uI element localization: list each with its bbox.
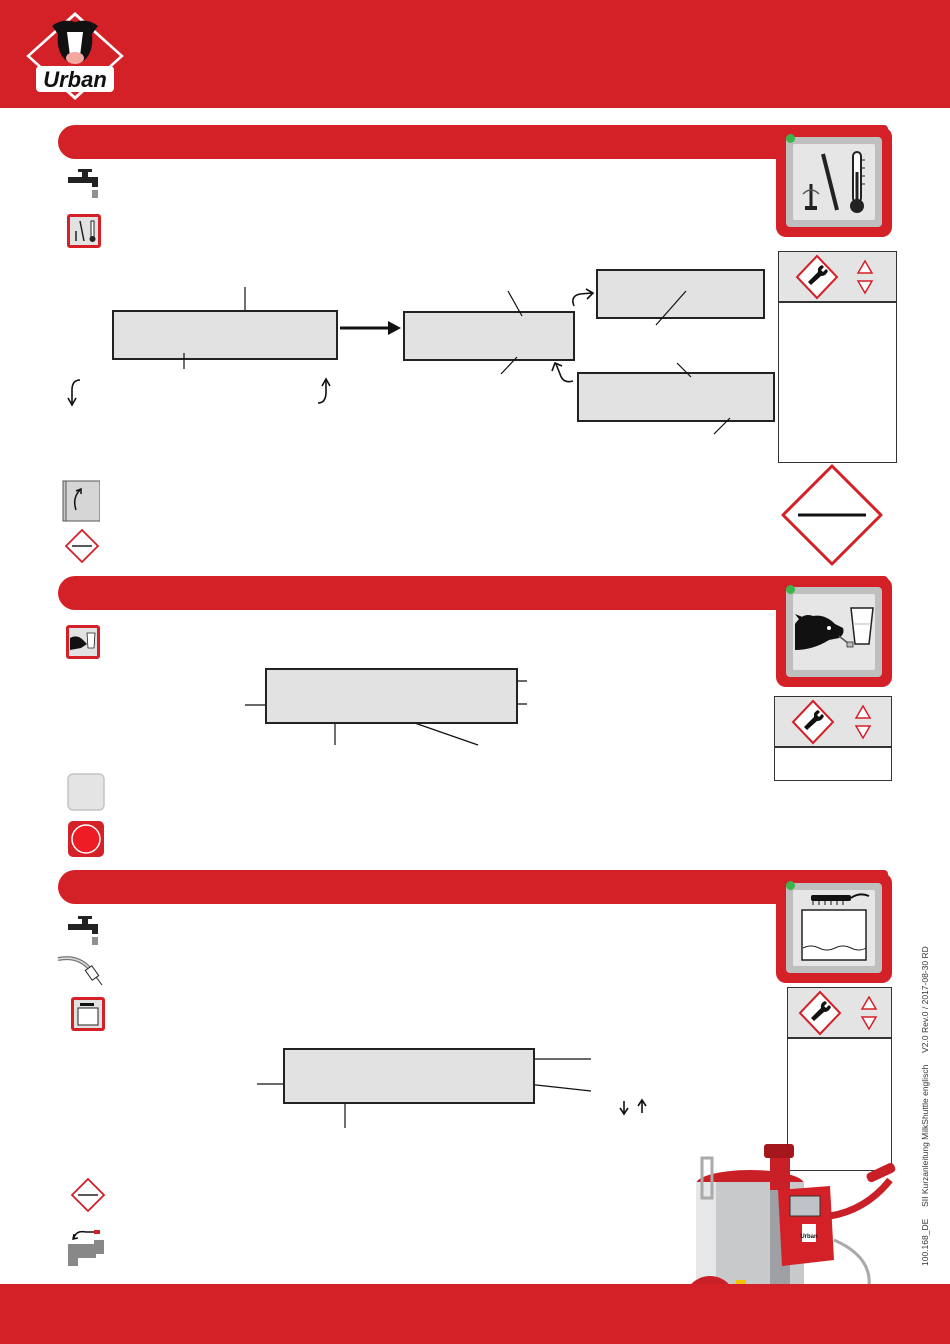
- status-led: [786, 881, 795, 890]
- triangle-down-icon[interactable]: [858, 281, 872, 293]
- stop-key-icon[interactable]: [64, 528, 100, 564]
- water-tap-icon: [66, 912, 102, 948]
- manual-icon: [62, 480, 100, 524]
- feeding-mode-tile[interactable]: [776, 577, 892, 687]
- doc-revision: V2.0 Rev.0 / 2017-08-30 RD: [920, 946, 930, 1053]
- footer-bar: [0, 1284, 950, 1344]
- tank-brush-icon: [793, 890, 875, 966]
- feeding-key-icon[interactable]: [65, 624, 101, 660]
- gray-key-icon[interactable]: [67, 773, 105, 811]
- svg-text:Urban: Urban: [43, 67, 107, 92]
- doc-id: 100.168_DE SII Kurzanleitung MilkShuttle englisch V2.0 Rev.0 / 2017-08-30 RD: [920, 946, 930, 1266]
- wrench-key-icon[interactable]: [800, 992, 840, 1034]
- status-led: [786, 585, 795, 594]
- wrench-key-icon[interactable]: [797, 256, 837, 298]
- triangle-down-icon[interactable]: [862, 1017, 876, 1029]
- stop-key-large-icon[interactable]: [780, 463, 884, 567]
- lcd-display-6: [283, 1048, 535, 1104]
- red-key-icon[interactable]: [67, 820, 105, 858]
- drain-tap-icon: [66, 1228, 110, 1268]
- lcd-display-5: [265, 668, 518, 724]
- key-legend-panel-1: [778, 251, 897, 463]
- triangle-up-icon[interactable]: [858, 261, 872, 273]
- section-feeding-bar: [58, 576, 888, 610]
- hose-nozzle-icon: [56, 953, 106, 987]
- stop-key-icon[interactable]: [70, 1177, 106, 1213]
- svg-text:Urban: Urban: [800, 1234, 818, 1240]
- cleaning-mode-tile[interactable]: [776, 873, 892, 983]
- triangle-down-icon[interactable]: [856, 726, 870, 738]
- wrench-key-icon[interactable]: [793, 701, 833, 743]
- section-cleaning-bar: [58, 870, 888, 904]
- cleaning-key-icon[interactable]: [70, 996, 106, 1032]
- key-legend-panel-2: [774, 696, 892, 781]
- triangle-up-icon[interactable]: [862, 997, 876, 1009]
- triangle-up-icon[interactable]: [856, 706, 870, 718]
- calf-drinking-icon: [793, 594, 875, 670]
- doc-title: SII Kurzanleitung MilkShuttle englisch: [920, 1064, 930, 1207]
